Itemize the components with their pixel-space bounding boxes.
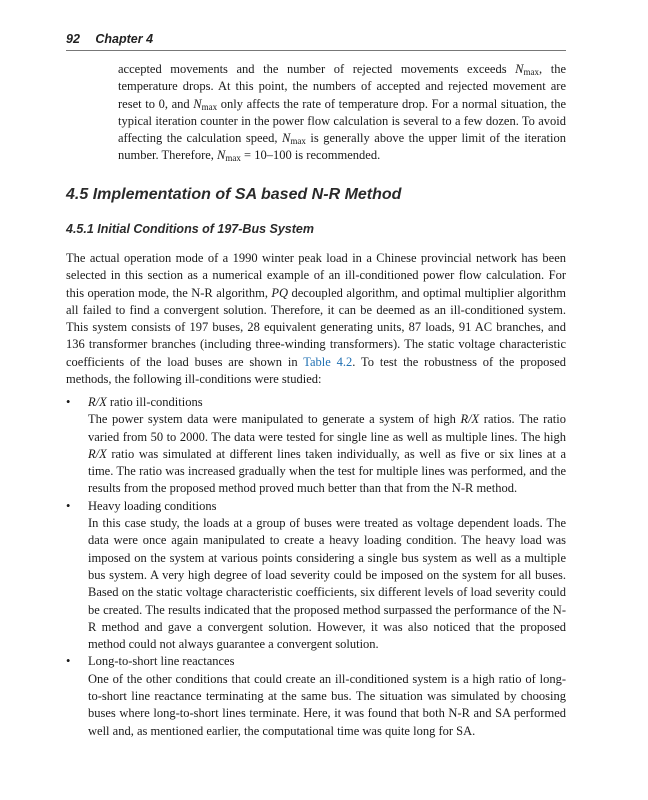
bullet-title: Long-to-short line reactances — [88, 654, 235, 669]
section-heading: 4.5 Implementation of SA based N-R Method — [66, 186, 402, 203]
running-head — [66, 32, 566, 50]
page-number: 92 — [66, 32, 80, 46]
list-item-heavy-loading — [66, 498, 566, 654]
bullet-title: R/X ratio ill-conditions — [88, 395, 203, 409]
bullet-icon: • — [66, 395, 71, 409]
list-item-rx-ratio — [66, 394, 566, 498]
ill-conditions-list — [66, 394, 566, 740]
subsection-heading: 4.5.1 Initial Conditions of 197-Bus System — [66, 222, 314, 236]
list-item-line-reactances — [66, 653, 566, 739]
header-divider — [66, 50, 566, 51]
bullet-title: Heavy loading conditions — [88, 498, 217, 513]
bullet-body: In this case study, the loads at a group of buses were treated as voltage dependent loads. The data were once again manipulated to create a heavy loading condition. The heavy load was imposed on the system at various points considering a single bus system as well as a multiple bus system. A very high degree of load severity could be imposed on the system for all buses. Based on the static voltage characteristic coefficients, six different levels of load severity could be created. The results indicated that the proposed method surpassed the performance of the N-R method and gave a convergent solution. However, it was also noticed that the proposed method could not always guarantee a convergent solution. — [88, 516, 566, 652]
table-4-2-link[interactable]: Table 4.2 — [303, 354, 353, 369]
bullet-icon: • — [66, 654, 71, 669]
chapter-label: Chapter 4 — [95, 32, 154, 46]
bullet-body: The power system data were manipulated to generate a system of high R/X ratios. The ratio varied from 50 to 2000. The data were tested for single line as well as multiple lines. The high R/X ratio was simulated at different lines taken individually, as well as five or six lines at a time. The ratio was increased gradually when the test for multiple lines was performed, and the results from the proposed method proved much better than that from the N-R method. — [88, 412, 566, 496]
continued-paragraph: accepted movements and the number of rejected movements exceeds $N_{max}$, the temperature drops. At this point, the numbers of accepted and rejected movement are reset to 0, and $N_{max}$ only affects the rate of temperature drop. For a normal situation, the typical iteration counter in the power flow calculation is several to a few dozen. To avoid affecting the calculation speed, $N_{max}$ is generally above the upper limit of the iteration number. Therefore, $N_{max} = 10-100$ is recommended. — [118, 62, 566, 164]
bullet-icon: • — [66, 498, 71, 513]
intro-paragraph: The actual operation mode of a 1990 winter peak load in a Chinese provincial network has been selected in this section as a numerical example of an ill-conditioned power flow calculation. For this operation mode, the N-R algorithm, PQ decoupled algorithm, and optimal multiplier algorithm all failed to find a convergent solution. Therefore, it can be deemed as an ill-conditioned system. This system consists of 197 buses, 28 equivalent generating units, 87 loads, 91 AC branches, and 136 transformer branches (including three-winding transformers). The static voltage characteristic coefficients of the load buses are shown in Table 4.2. To test the robustness of the proposed methods, the following ill-conditions were studied: — [66, 251, 566, 387]
bullet-body: One of the other conditions that could create an ill-conditioned system is a high ratio of long-to-short line reactance terminating at the same bus. The situation was simulated by choosing buses where long-to-short lines terminate. Here, it was found that both N-R and SA performed well and, as mentioned earlier, the computational time was quite long for SA. — [88, 671, 566, 738]
